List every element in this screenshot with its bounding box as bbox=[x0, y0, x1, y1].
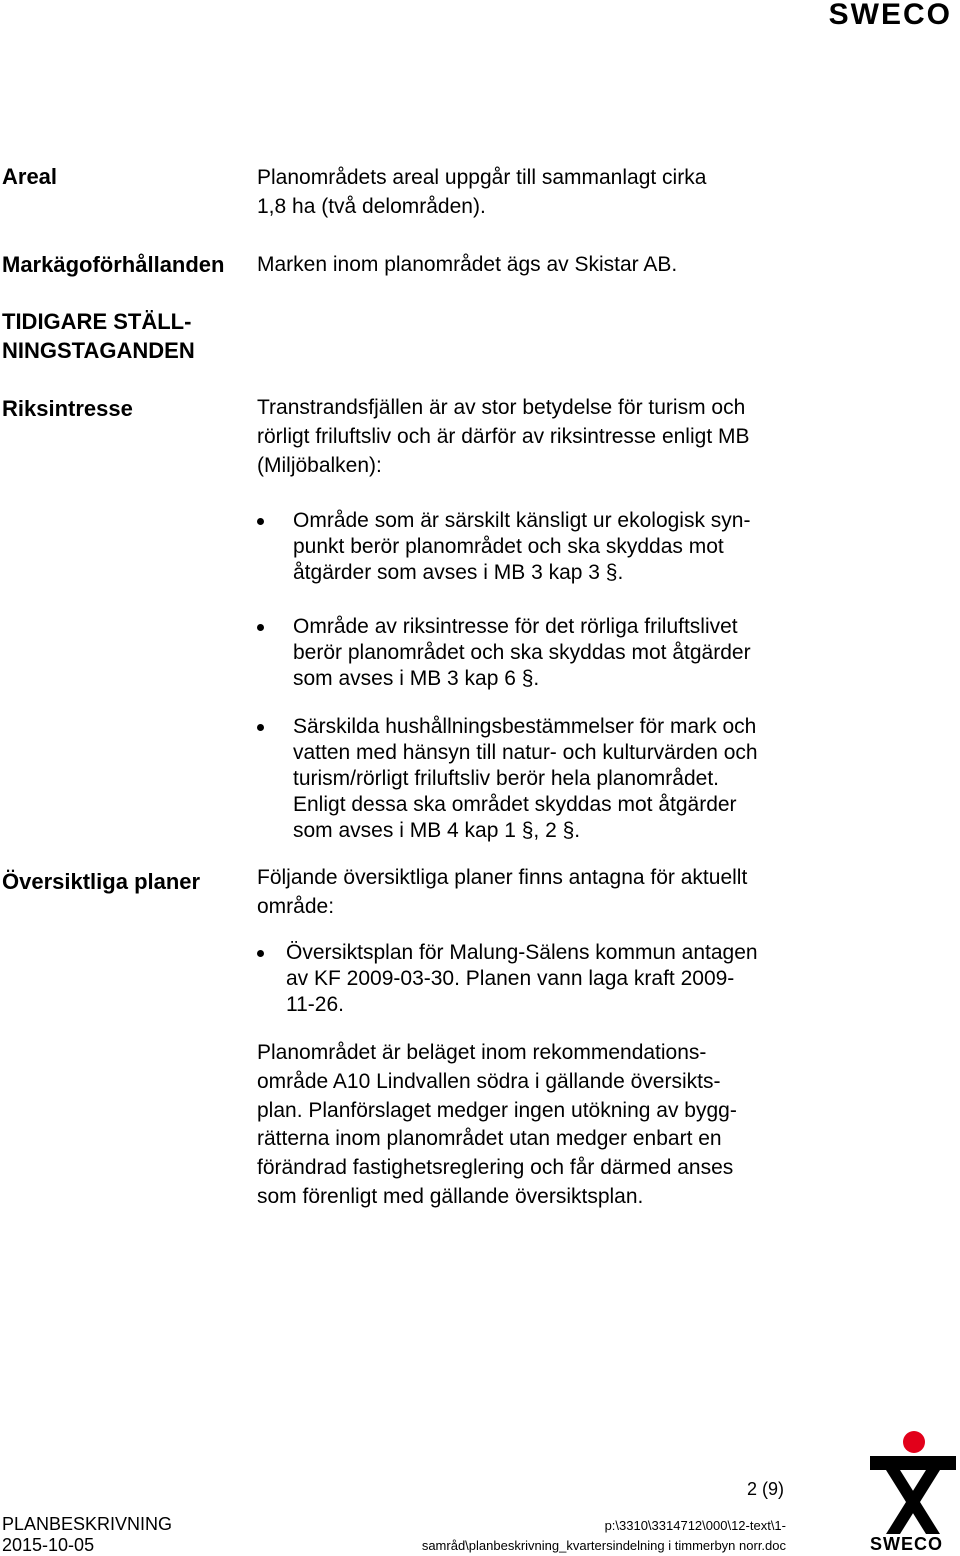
paragraph-line: plan. Planförslaget medger ingen utökning av bygg- bbox=[257, 1098, 737, 1122]
list-item-line: Område som är särskilt känsligt ur ekologisk syn- bbox=[293, 509, 751, 532]
list-item-line: 11-26. bbox=[286, 993, 344, 1016]
list-item-line: som avses i MB 4 kap 1 §, 2 §. bbox=[293, 819, 581, 842]
riksintresse-bullet-list bbox=[257, 508, 817, 586]
list-item bbox=[257, 714, 817, 844]
bullet-icon bbox=[257, 724, 264, 731]
list-item-line: av KF 2009-03-30. Planen vann laga kraft 2009- bbox=[286, 967, 735, 990]
list-item bbox=[257, 940, 817, 1018]
file-path-line: samråd\planbeskrivning_kvartersindelning i timmerbyn norr.doc bbox=[421, 1538, 786, 1553]
label-oversiktliga-planer: Översiktliga planer bbox=[2, 869, 201, 894]
bullet-icon bbox=[257, 518, 264, 525]
riksintresse-intro-line: (Miljöbalken): bbox=[257, 453, 382, 477]
list-item-line: som avses i MB 3 kap 6 §. bbox=[293, 667, 540, 690]
page-number: 2 (9) bbox=[747, 1479, 785, 1499]
footer-doc-type: PLANBESKRIVNING bbox=[2, 1514, 173, 1534]
list-item-line: Område av riksintresse för det rörliga friluftslivet bbox=[293, 615, 738, 638]
areal-text-line: Planområdets areal uppgår till sammanlagt cirka bbox=[257, 166, 707, 189]
riksintresse-intro-line: rörligt friluftsliv och är därför av riksintresse enligt MB bbox=[257, 424, 750, 448]
file-path-line: p:\3310\3314712\000\12-text\1- bbox=[604, 1518, 786, 1533]
paragraph-line: rätterna inom planområdet utan medger enbart en bbox=[257, 1127, 722, 1151]
riksintresse-bullet-list bbox=[257, 714, 817, 844]
oversiktliga-intro-line: Följande översiktliga planer finns antagna för aktuellt bbox=[257, 866, 748, 889]
paragraph-line: område A10 Lindvallen södra i gällande översikts- bbox=[257, 1069, 721, 1093]
paragraph-line: Planområdet är beläget inom rekommendations- bbox=[257, 1041, 707, 1064]
footer-date: 2015-10-05 bbox=[2, 1535, 95, 1555]
list-item-line: turism/rörligt friluftsliv berör hela planområdet. bbox=[293, 767, 719, 790]
list-item-line: berör planområdet och ska skyddas mot åtgärder bbox=[293, 641, 751, 664]
label-markagoforhallanden: Markägoförhållanden bbox=[2, 252, 225, 277]
list-item-line: Särskilda hushållningsbestämmelser för mark och bbox=[293, 715, 757, 738]
logo-bar bbox=[870, 1456, 956, 1470]
oversiktliga-intro-line: område: bbox=[257, 894, 335, 918]
markagoforhallanden-text: Marken inom planområdet ägs av Skistar AB. bbox=[257, 253, 678, 276]
sweco-logo-bottom bbox=[866, 1430, 960, 1554]
riksintresse-intro bbox=[257, 394, 817, 480]
bullet-icon bbox=[257, 624, 264, 631]
logo-dot bbox=[903, 1431, 925, 1453]
paragraph-line: som förenligt med gällande översiktsplan. bbox=[257, 1184, 644, 1208]
paragraph-line: förändrad fastighetsreglering och får därmed anses bbox=[257, 1156, 734, 1180]
footer-file-path bbox=[416, 1516, 786, 1556]
list-item-line: vatten med hänsyn till natur- och kulturvärden och bbox=[293, 741, 758, 764]
oversiktliga-intro bbox=[257, 864, 817, 922]
bullet-icon bbox=[257, 950, 264, 957]
riksintresse-intro-line: Transtrandsfjällen är av stor betydelse för turism och bbox=[257, 396, 746, 419]
list-item-line: punkt berör planområdet och ska skyddas mot bbox=[293, 535, 724, 558]
list-item-line: Översiktsplan för Malung-Sälens kommun antagen bbox=[286, 941, 758, 964]
list-item-line: åtgärder som avses i MB 3 kap 3 §. bbox=[293, 561, 624, 584]
oversiktliga-paragraph bbox=[257, 1039, 817, 1212]
heading-line: NINGSTAGANDEN bbox=[2, 338, 195, 363]
heading-tidigare-stallningstaganden bbox=[2, 307, 195, 365]
oversiktliga-bullet-list bbox=[257, 940, 817, 1018]
riksintresse-bullet-list bbox=[257, 614, 817, 692]
areal-text bbox=[257, 164, 817, 222]
label-riksintresse: Riksintresse bbox=[2, 396, 133, 421]
label-areal: Areal bbox=[2, 164, 58, 189]
list-item bbox=[257, 508, 817, 586]
logo-wordmark: SWECO bbox=[870, 1534, 944, 1554]
sweco-mark-icon bbox=[866, 1430, 960, 1538]
sweco-logo-top: SWECO bbox=[828, 0, 952, 31]
list-item bbox=[257, 614, 817, 692]
heading-line: TIDIGARE STÄLL- bbox=[2, 309, 192, 334]
areal-text-line: 1,8 ha (två delområden). bbox=[257, 194, 486, 218]
list-item-line: Enligt dessa ska området skyddas mot åtgärder bbox=[293, 793, 737, 816]
